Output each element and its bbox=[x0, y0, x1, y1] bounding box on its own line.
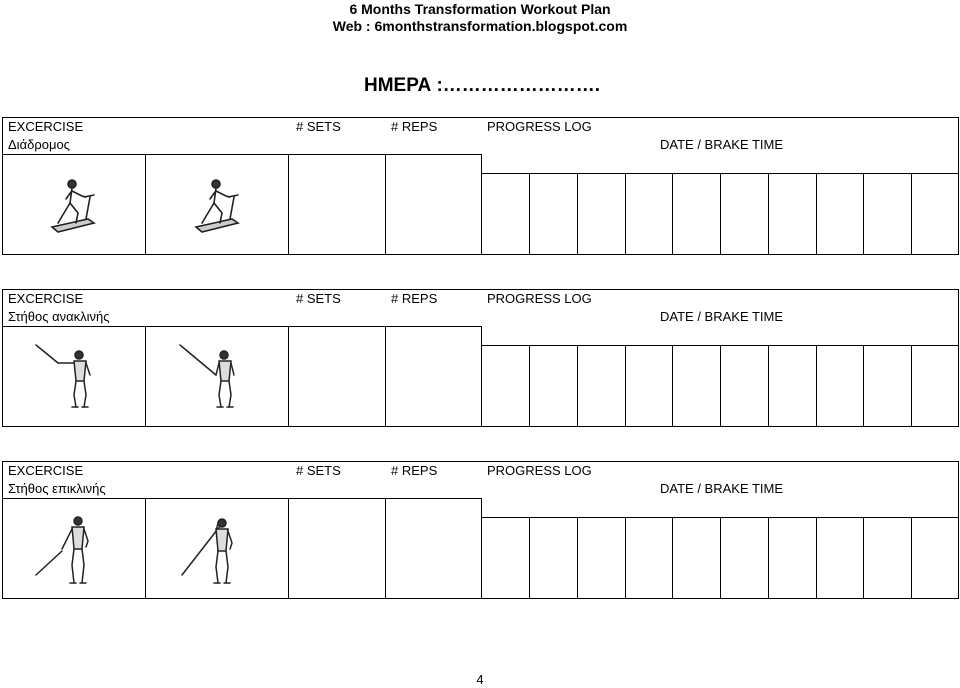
sets-header: # SETS bbox=[296, 119, 341, 134]
exercise-header: EXCERCISE bbox=[8, 463, 84, 478]
exercise-table-grid bbox=[2, 117, 959, 255]
reps-header: # REPS bbox=[391, 463, 438, 478]
exercise-name: Διάδρομος bbox=[8, 137, 70, 152]
exercise-header: EXCERCISE bbox=[8, 291, 84, 306]
treadmill-runner-icon bbox=[48, 175, 98, 235]
sets-header: # SETS bbox=[296, 291, 341, 306]
day-label: ΗΜΕΡΑ :……………………. bbox=[364, 75, 601, 96]
document-title: 6 Months Transformation Workout Plan bbox=[349, 1, 611, 17]
treadmill-runner-icon bbox=[192, 175, 242, 235]
exercise-table-grid bbox=[2, 289, 959, 427]
exercise-block-2 bbox=[2, 289, 959, 427]
exercise-block-3 bbox=[2, 461, 959, 599]
progress-log-header: PROGRESS LOG bbox=[487, 291, 592, 306]
reps-header: # REPS bbox=[391, 119, 438, 134]
date-break-time-header: DATE / BRAKE TIME bbox=[660, 309, 784, 324]
date-break-time-header: DATE / BRAKE TIME bbox=[660, 137, 784, 152]
exercise-name: Στήθος ανακλινής bbox=[8, 309, 110, 324]
exercise-table-grid bbox=[2, 461, 959, 599]
cable-raise-icon bbox=[34, 341, 100, 411]
exercise-header: EXCERCISE bbox=[8, 119, 84, 134]
page-number: 4 bbox=[476, 672, 484, 687]
sets-header: # SETS bbox=[296, 463, 341, 478]
cable-fly-icon bbox=[32, 513, 98, 587]
cable-fly-icon bbox=[178, 513, 244, 587]
progress-log-header: PROGRESS LOG bbox=[487, 119, 592, 134]
date-break-time-header: DATE / BRAKE TIME bbox=[660, 481, 784, 496]
cable-raise-icon bbox=[178, 341, 244, 411]
exercise-name: Στήθος επικλινής bbox=[8, 481, 106, 496]
exercise-block-1 bbox=[2, 117, 959, 255]
progress-log-header: PROGRESS LOG bbox=[487, 463, 592, 478]
website-line: Web : 6monthstransformation.blogspot.com bbox=[332, 18, 628, 34]
reps-header: # REPS bbox=[391, 291, 438, 306]
